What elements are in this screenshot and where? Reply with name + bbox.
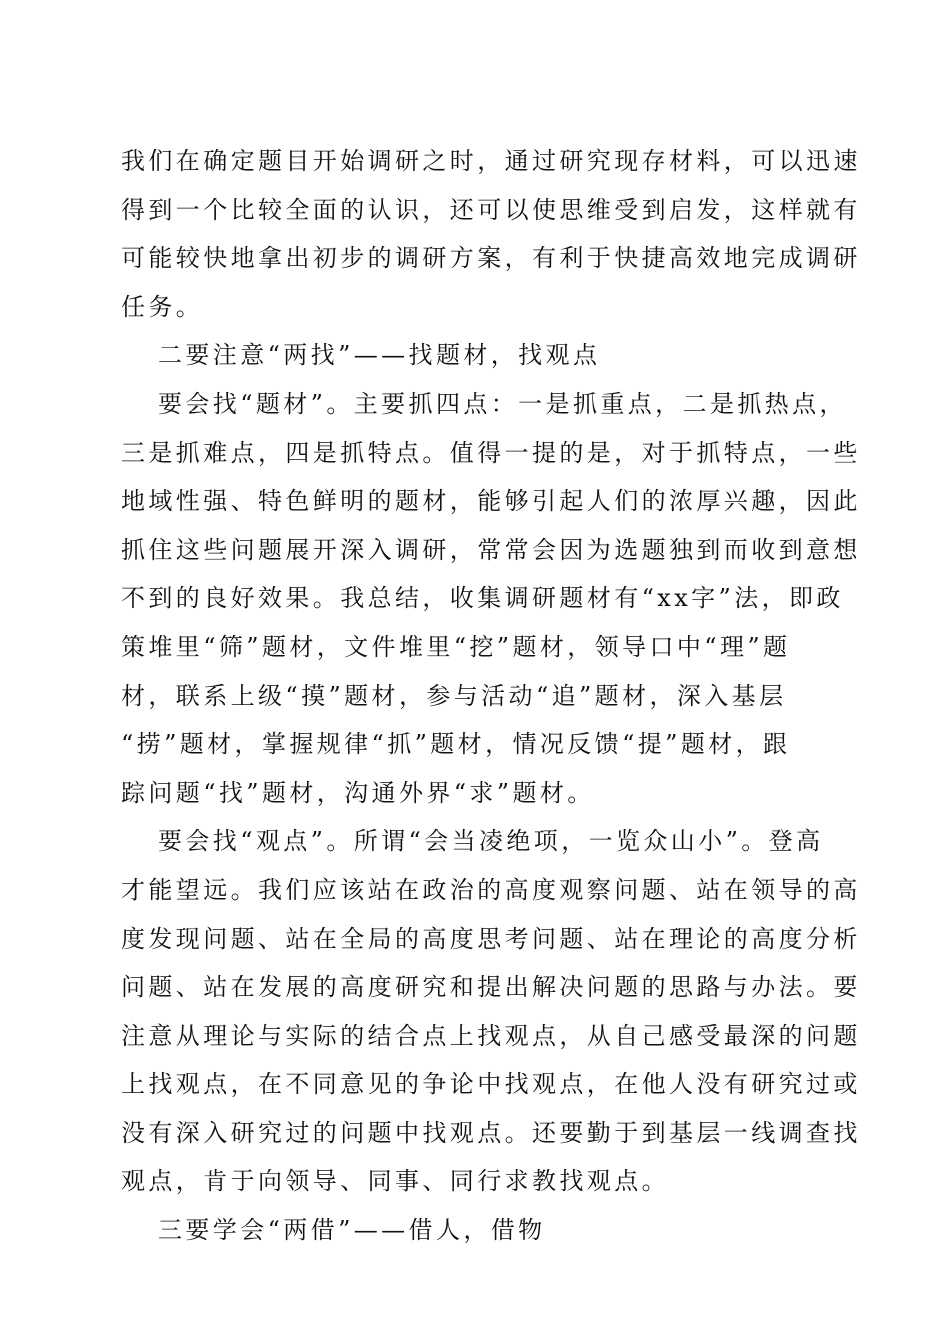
text-line: 不到的良好效果。我总结，收集调研题材有“xx字”法，即政 — [121, 584, 844, 613]
text-line: 上找观点，在不同意见的争论中找观点，在他人没有研究过或 — [121, 1070, 861, 1099]
text-line: 我们在确定题目开始调研之时，通过研究现存材料，可以迅速 — [121, 147, 861, 175]
text-line: 观点，肯于向领导、同事、同行求教找观点。 — [121, 1167, 669, 1196]
text-line: 抓住这些问题展开深入调研，常常会因为选题独到而收到意想 — [121, 535, 861, 564]
section-heading: 三要学会“两借”——借人，借物 — [158, 1216, 546, 1245]
text-line: 才能望远。我们应该站在政治的高度观察问题、站在领导的高 — [121, 875, 861, 904]
text-line: 三是抓难点，四是抓特点。值得一提的是，对于抓特点，一些 — [121, 438, 861, 467]
text-line: 任务。 — [121, 292, 204, 321]
paragraph-start-line: 要会找“观点”。所谓“会当凌绝项，一览众山小”。登高 — [158, 827, 824, 856]
text-line: 注意从理论与实际的结合点上找观点，从自己感受最深的问题 — [121, 1021, 861, 1050]
text-line: 没有深入研究过的问题中找观点。还要勤于到基层一线调查找 — [121, 1118, 861, 1147]
text-line: 策堆里“筛”题材，文件堆里“挖”题材，领导口中“理”题 — [121, 632, 791, 661]
section-heading: 二要注意“两找”——找题材，找观点 — [158, 341, 601, 370]
text-line: 踪问题“找”题材，沟通外界“求”题材。 — [121, 778, 595, 807]
text-line: 度发现问题、站在全局的高度思考问题、站在理论的高度分析 — [121, 924, 861, 953]
text-line: 得到一个比较全面的认识，还可以使思维受到启发，这样就有 — [121, 195, 861, 224]
document-body — [121, 137, 861, 1255]
text-line: 问题、站在发展的高度研究和提出解决问题的思路与办法。要 — [121, 973, 861, 1002]
text-line: 材，联系上级“摸”题材，参与活动“追”题材，深入基层 — [121, 681, 787, 710]
text-line: “捞”题材，掌握规律“抓”题材，情况反馈“提”题材，跟 — [121, 730, 791, 759]
text-line: 地域性强、特色鲜明的题材，能够引起人们的浓厚兴趣，因此 — [121, 487, 861, 516]
paragraph-start-line: 要会找“题材”。主要抓四点：一是抓重点，二是抓热点， — [158, 389, 847, 418]
text-line: 可能较快地拿出初步的调研方案，有利于快捷高效地完成调研 — [121, 244, 861, 273]
